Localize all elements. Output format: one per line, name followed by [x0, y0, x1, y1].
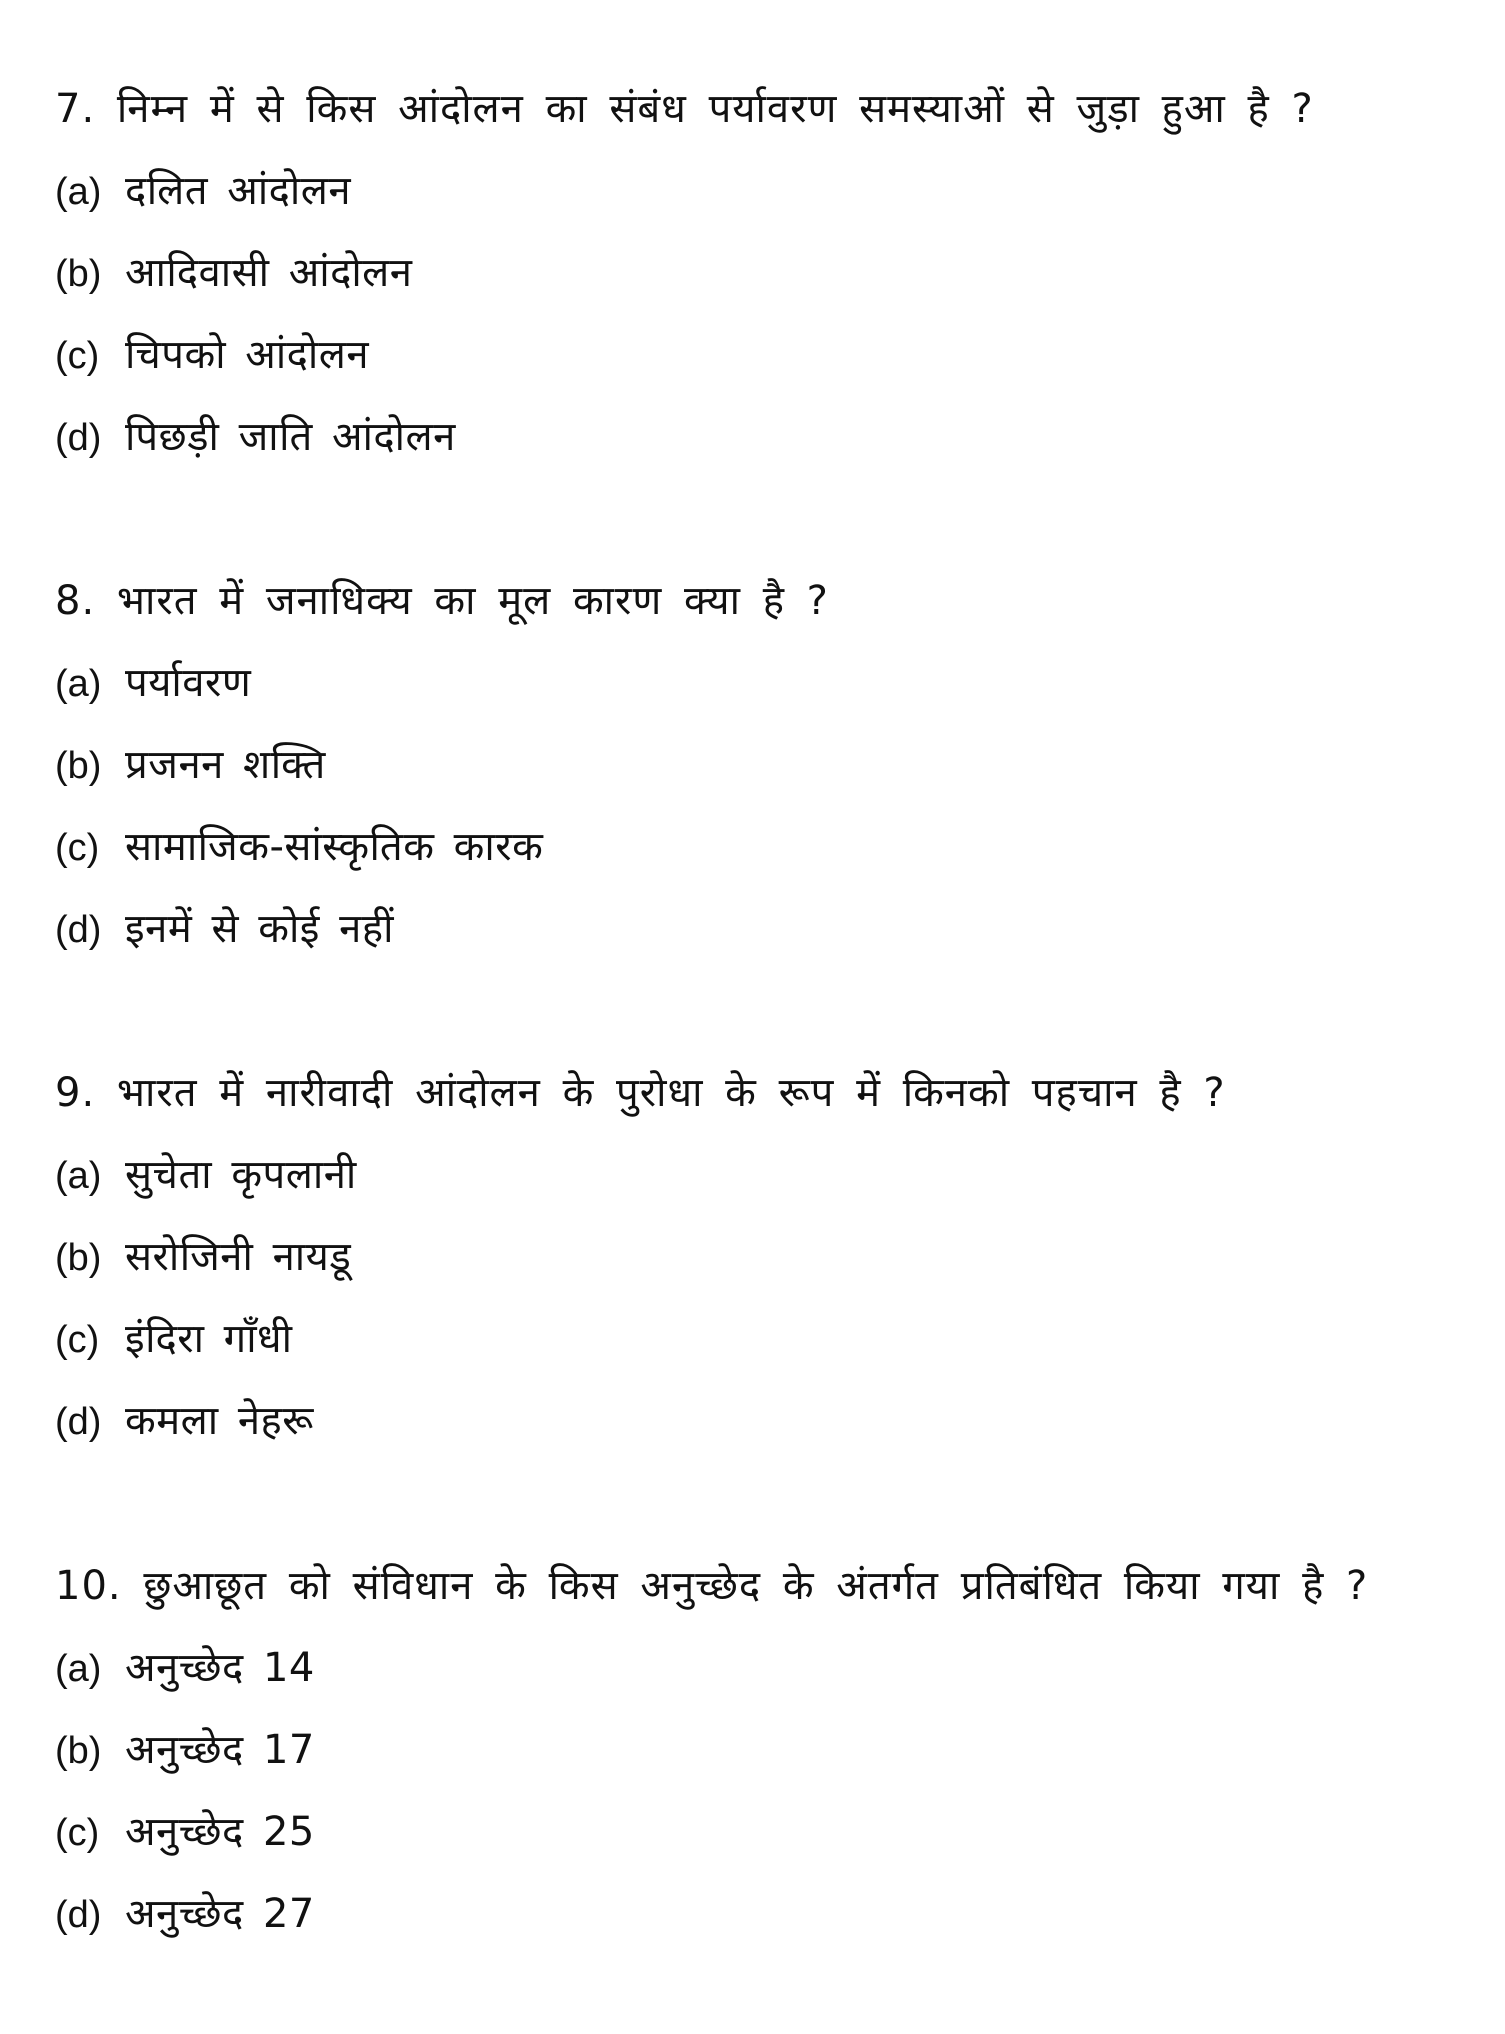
option-key: (a): [55, 171, 102, 213]
option-text: दलित आंदोलन: [125, 168, 352, 214]
question-number: 10.: [55, 1563, 122, 1609]
option-d: [55, 396, 1475, 478]
option-d: [55, 1873, 1475, 1955]
question-number: 8.: [55, 578, 96, 624]
option-text: सामाजिक-सांस्कृतिक कारक: [125, 824, 544, 870]
option-a: [55, 1134, 1475, 1216]
option-c: [55, 1791, 1475, 1873]
question-8: [55, 560, 1475, 970]
option-c: [55, 806, 1475, 888]
option-text: चिपको आंदोलन: [125, 332, 370, 378]
option-key: (a): [55, 1155, 102, 1197]
question-number: 9.: [55, 1070, 96, 1116]
option-text: अनुच्छेद 14: [125, 1645, 315, 1691]
question-7: [55, 68, 1475, 478]
option-key: (b): [55, 1237, 102, 1279]
option-b: [55, 1709, 1475, 1791]
option-a: [55, 642, 1475, 724]
option-text: इंदिरा गाँधी: [125, 1316, 293, 1362]
option-key: (b): [55, 745, 102, 787]
question-9: [55, 1052, 1475, 1462]
question-number: 7.: [55, 86, 96, 132]
option-text: पिछड़ी जाति आंदोलन: [125, 414, 456, 460]
question-line: [55, 1052, 1475, 1134]
question-text: निम्न में से किस आंदोलन का संबंध पर्यावरण समस्याओं से जुड़ा हुआ है ?: [116, 86, 1314, 132]
option-key: (d): [55, 1401, 102, 1443]
option-d: [55, 888, 1475, 970]
option-key: (a): [55, 663, 102, 705]
option-key: (d): [55, 1894, 102, 1936]
option-text: इनमें से कोई नहीं: [125, 906, 394, 952]
option-b: [55, 1216, 1475, 1298]
option-text: प्रजनन शक्ति: [125, 742, 326, 788]
question-text: भारत में नारीवादी आंदोलन के पुरोधा के रूप में किनको पहचान है ?: [116, 1070, 1226, 1116]
option-text: कमला नेहरू: [125, 1398, 314, 1444]
option-key: (c): [55, 1812, 100, 1854]
option-text: अनुच्छेद 25: [125, 1809, 315, 1855]
option-key: (c): [55, 335, 100, 377]
option-text: सरोजिनी नायडू: [125, 1234, 352, 1280]
option-key: (c): [55, 1319, 100, 1361]
option-key: (d): [55, 909, 102, 951]
option-d: [55, 1380, 1475, 1462]
question-line: [55, 1545, 1475, 1627]
option-a: [55, 1627, 1475, 1709]
option-key: (a): [55, 1648, 102, 1690]
option-a: [55, 150, 1475, 232]
option-key: (c): [55, 827, 100, 869]
option-text: सुचेता कृपलानी: [125, 1152, 357, 1198]
question-line: [55, 560, 1475, 642]
option-b: [55, 232, 1475, 314]
option-b: [55, 724, 1475, 806]
option-key: (b): [55, 1730, 102, 1772]
question-line: [55, 68, 1475, 150]
question-text: छुआछूत को संविधान के किस अनुच्छेद के अंतर्गत प्रतिबंधित किया गया है ?: [143, 1563, 1369, 1609]
option-c: [55, 314, 1475, 396]
option-text: अनुच्छेद 17: [125, 1727, 315, 1773]
question-10: [55, 1545, 1475, 1955]
option-text: अनुच्छेद 27: [125, 1891, 315, 1937]
question-text: भारत में जनाधिक्य का मूल कारण क्या है ?: [116, 578, 829, 624]
option-text: पर्यावरण: [125, 660, 252, 706]
option-c: [55, 1298, 1475, 1380]
option-text: आदिवासी आंदोलन: [125, 250, 413, 296]
option-key: (b): [55, 253, 102, 295]
option-key: (d): [55, 417, 102, 459]
